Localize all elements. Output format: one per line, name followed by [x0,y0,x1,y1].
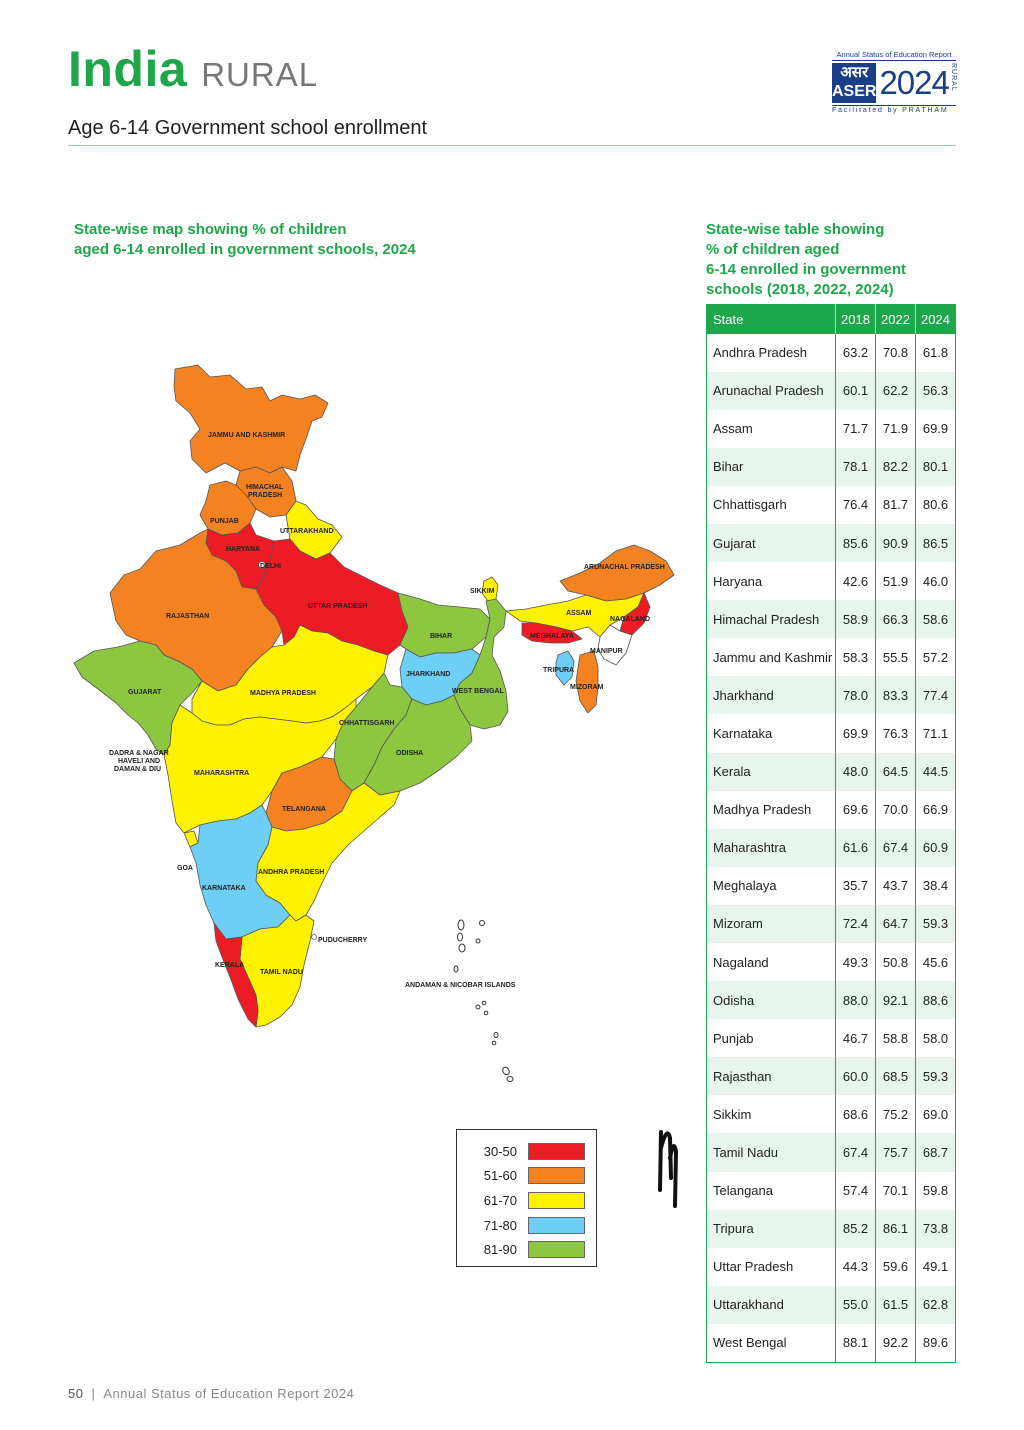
label-madhya-pradesh: MADHYA PRADESH [250,690,316,697]
cell-state: Uttar Pradesh [713,1259,794,1275]
cell-2018: 35.7 [836,867,876,905]
label-mizoram: MIZORAM [570,684,604,691]
cell-state: Andhra Pradesh [713,345,807,361]
state-jammu-kashmir [174,365,328,473]
cell-2024: 44.5 [916,753,956,791]
label-jharkhand: JHARKHAND [406,671,451,678]
label-delhi: DELHI [260,563,281,570]
table-row [707,1095,956,1133]
cell-2024: 89.6 [916,1324,956,1362]
label-punjab: PUNJAB [210,518,239,525]
cell-state: West Bengal [713,1335,787,1351]
cell-2022: 67.4 [876,829,916,867]
table-header-row [707,305,956,334]
cell-state: Sikkim [713,1106,752,1122]
legend-label: 61-70 [483,1192,517,1208]
cell-state: Himachal Pradesh [707,600,836,638]
label-puducherry: PUDUCHERRY [318,937,368,944]
label-chhattisgarh: CHHATTISGARH [339,720,395,727]
table-row [707,1248,956,1286]
cell-2022: 58.8 [876,1019,916,1057]
cell-2024: 45.6 [916,943,956,981]
cell-state: Madhya Pradesh [713,802,812,818]
label-goa: GOA [177,865,193,872]
cell-state: Arunachal Pradesh [707,372,836,410]
label-west-bengal: WEST BENGAL [452,688,504,695]
cell-2018: 69.6 [836,791,876,829]
label-himachal-2: PRADESH [248,492,283,499]
page-number: 50 [68,1386,84,1401]
logo-aser: ASER [832,83,877,100]
legend-swatch [528,1217,585,1234]
cell-2018: 60.0 [836,1057,876,1095]
label-manipur: MANIPUR [590,648,623,655]
label-dadra-2: HAVELI AND [118,758,160,765]
cell-2024: 80.1 [916,448,956,486]
cell-2022: 76.3 [876,714,916,752]
table-row [707,486,956,524]
table-row [707,676,956,714]
cell-2024: 46.0 [916,562,956,600]
cell-state: Tamil Nadu [707,1133,836,1171]
logo-top-text: Annual Status of Education Report [832,50,956,61]
label-nagaland: NAGALAND [610,616,651,623]
cell-2022: 70.0 [876,791,916,829]
cell-2024: 49.1 [916,1248,956,1286]
footer-separator: | [91,1386,96,1401]
cell-state: Mizoram [707,905,836,943]
state-arunachal-pradesh [560,545,674,601]
cell-2022: 71.9 [876,410,916,448]
label-telangana: TELANGANA [282,806,326,813]
cell-state: Gujarat [707,524,836,562]
label-tripura: TRIPURA [543,667,575,674]
legend-item [457,1188,596,1213]
footer-text: Annual Status of Education Report 2024 [103,1386,355,1401]
cell-2022: 64.7 [876,905,916,943]
cell-2018: 49.3 [836,943,876,981]
cell-2018: 46.7 [836,1019,876,1057]
label-assam: ASSAM [566,610,592,617]
cell-2022: 75.2 [876,1095,916,1133]
cell-2018: 78.0 [836,676,876,714]
cell-state: Assam [713,421,753,437]
cell-2022: 62.2 [876,372,916,410]
cell-2024: 86.5 [916,524,956,562]
cell-state: Karnataka [713,725,773,741]
cell-state: Kerala [707,753,836,791]
cell-2022: 70.1 [876,1172,916,1210]
cell-state: Jharkhand [707,676,836,714]
cell-2018: 55.0 [836,1286,876,1324]
cell-2022: 59.6 [876,1248,916,1286]
label-jammu-kashmir: JAMMU AND KASHMIR [208,432,286,439]
table-row [707,334,956,372]
legend-swatch [528,1167,585,1184]
cell-2022: 90.9 [876,524,916,562]
logo-year: 2024 [879,64,949,101]
india-state-map [60,355,700,1095]
cell-state: Bihar [707,448,836,486]
table-row [707,1324,956,1362]
cell-2018: 71.7 [836,410,876,448]
label-rajasthan: RAJASTHAN [166,613,210,620]
cell-state: Meghalaya [713,878,777,894]
page-title [68,40,318,98]
cell-2018: 68.6 [836,1095,876,1133]
cell-state: Maharashtra [707,829,836,867]
cell-2022: 50.8 [876,943,916,981]
table-row [707,1172,956,1210]
table-row [707,791,956,829]
logo-badge [832,63,876,103]
cell-2018: 88.0 [836,981,876,1019]
label-dadra-3: DAMAN & DIU [114,766,162,773]
label-kerala: KERALA [215,962,245,969]
cell-2018: 44.3 [836,1248,876,1286]
label-meghalaya: MEGHALAYA [530,633,574,640]
legend-swatch [528,1192,585,1209]
ut-puducherry [312,935,317,940]
cell-2022: 68.5 [876,1057,916,1095]
cell-2024: 59.8 [916,1172,956,1210]
label-sikkim: SIKKIM [470,588,495,595]
cell-2018: 69.9 [836,714,876,752]
cell-state: Jammu and Kashmir [713,649,833,665]
cell-state: Haryana [713,573,763,589]
cell-state: Uttarakhand [707,1286,836,1324]
cell-2024: 57.2 [916,638,956,676]
cell-2022: 92.1 [876,981,916,1019]
table-row [707,943,956,981]
header-2024: 2024 [916,305,956,334]
cell-2024: 71.1 [916,714,956,752]
cell-2022: 43.7 [876,867,916,905]
cell-2022: 64.5 [876,753,916,791]
cell-2022: 51.9 [876,562,916,600]
table-row [707,1286,956,1324]
enrollment-table [706,304,956,1363]
cell-state: Nagaland [713,954,769,970]
cell-2022: 81.7 [876,486,916,524]
legend-label: 30-50 [483,1143,517,1159]
cell-state: Punjab [713,1030,754,1046]
cell-2018: 85.2 [836,1210,876,1248]
table-body [707,334,956,1363]
table-row [707,1019,956,1057]
header-2018: 2018 [836,305,876,334]
table-row [707,829,956,867]
label-gujarat: GUJARAT [128,689,162,696]
cell-2024: 69.9 [916,410,956,448]
table-row [707,981,956,1019]
label-uttarakhand: UTTARAKHAND [280,528,334,535]
cell-2022: 61.5 [876,1286,916,1324]
cell-2024: 59.3 [916,905,956,943]
header-2022: 2022 [876,305,916,334]
label-uttar-pradesh: UTTAR PRADESH [308,603,368,610]
cell-state: Chhattisgarh [713,497,787,513]
cell-2018: 42.6 [836,562,876,600]
label-maharashtra: MAHARASHTRA [194,770,250,777]
cell-state: Tripura [707,1210,836,1248]
label-dadra-1: DADRA & NAGAR [109,750,169,757]
cell-2022: 70.8 [876,334,916,372]
table-row [707,638,956,676]
cell-2024: 58.6 [916,600,956,638]
cell-2024: 88.6 [916,981,956,1019]
page-footer [68,1386,354,1401]
table-row [707,753,956,791]
cell-2024: 38.4 [916,867,956,905]
table-row [707,1057,956,1095]
legend-label: 71-80 [483,1217,517,1233]
cell-2018: 67.4 [836,1133,876,1171]
cell-2018: 78.1 [836,448,876,486]
table-row [707,562,956,600]
label-andaman: ANDAMAN & NICOBAR ISLANDS [405,982,516,989]
cell-2024: 73.8 [916,1210,956,1248]
logo-rural: RURAL [949,63,957,92]
cell-2018: 60.1 [836,372,876,410]
cell-2022: 82.2 [876,448,916,486]
legend-item [457,1237,596,1262]
legend-label: 51-60 [483,1168,517,1184]
table-row [707,1210,956,1248]
header-state: State [707,305,836,334]
cell-2018: 72.4 [836,905,876,943]
cell-2024: 80.6 [916,486,956,524]
label-bihar: BIHAR [430,633,453,640]
cell-2024: 59.3 [916,1057,956,1095]
title-sub: RURAL [201,56,319,93]
table-row [707,448,956,486]
cell-2018: 58.3 [836,638,876,676]
label-tamil-nadu: TAMIL NADU [260,969,303,976]
legend-swatch [528,1241,585,1258]
legend-item [457,1139,596,1164]
cell-2024: 77.4 [916,676,956,714]
state-bihar [398,593,490,657]
handwritten-mark [654,1118,684,1210]
cell-2024: 62.8 [916,1286,956,1324]
table-row [707,600,956,638]
logo-hindi: असर [840,63,869,81]
cell-2018: 48.0 [836,753,876,791]
page-subtitle: Age 6-14 Government school enrollment [68,117,428,139]
logo-bottom-text: Facilitated by PRATHAM [832,105,956,114]
cell-2024: 60.9 [916,829,956,867]
cell-2018: 58.9 [836,600,876,638]
cell-2022: 92.2 [876,1324,916,1362]
cell-2022: 86.1 [876,1210,916,1248]
table-row [707,867,956,905]
cell-2024: 56.3 [916,372,956,410]
cell-2018: 57.4 [836,1172,876,1210]
state-mizoram [576,651,598,713]
legend-item [457,1164,596,1189]
cell-2018: 85.6 [836,524,876,562]
cell-2022: 83.3 [876,676,916,714]
map-heading: State-wise map showing % of children aged 6-14 enrolled in government schools, 2024 [74,221,416,258]
andaman-nicobar-islands [454,920,513,1082]
cell-2024: 66.9 [916,791,956,829]
title-main: India [68,41,188,97]
table-row [707,410,956,448]
label-himachal-1: HIMACHAL [246,484,284,491]
cell-2022: 66.3 [876,600,916,638]
cell-2018: 61.6 [836,829,876,867]
table-row [707,372,956,410]
cell-state: Odisha [707,981,836,1019]
cell-2022: 55.5 [876,638,916,676]
legend-item [457,1213,596,1238]
cell-2024: 69.0 [916,1095,956,1133]
table-row [707,524,956,562]
cell-2018: 63.2 [836,334,876,372]
table-row [707,1133,956,1171]
title-divider [68,145,956,146]
cell-2018: 76.4 [836,486,876,524]
label-haryana: HARYANA [226,546,261,553]
cell-state: Rajasthan [707,1057,836,1095]
label-karnataka: KARNATAKA [202,885,246,892]
label-odisha: ODISHA [396,750,424,757]
cell-2018: 88.1 [836,1324,876,1362]
label-andhra-pradesh: ANDHRA PRADESH [258,869,325,876]
aser-logo [832,50,956,114]
table-heading: State-wise table showing % of children aged 6-14 enrolled in government schools (2018, 2022, 2024) [706,221,907,298]
cell-2024: 68.7 [916,1133,956,1171]
table-row [707,714,956,752]
cell-2024: 58.0 [916,1019,956,1057]
table-row [707,905,956,943]
map-legend [456,1129,597,1267]
cell-state: Telangana [713,1183,773,1199]
cell-2024: 61.8 [916,334,956,372]
legend-swatch [528,1143,585,1160]
label-arunachal: ARUNACHAL PRADESH [584,564,665,571]
cell-2022: 75.7 [876,1133,916,1171]
legend-label: 81-90 [483,1242,517,1258]
